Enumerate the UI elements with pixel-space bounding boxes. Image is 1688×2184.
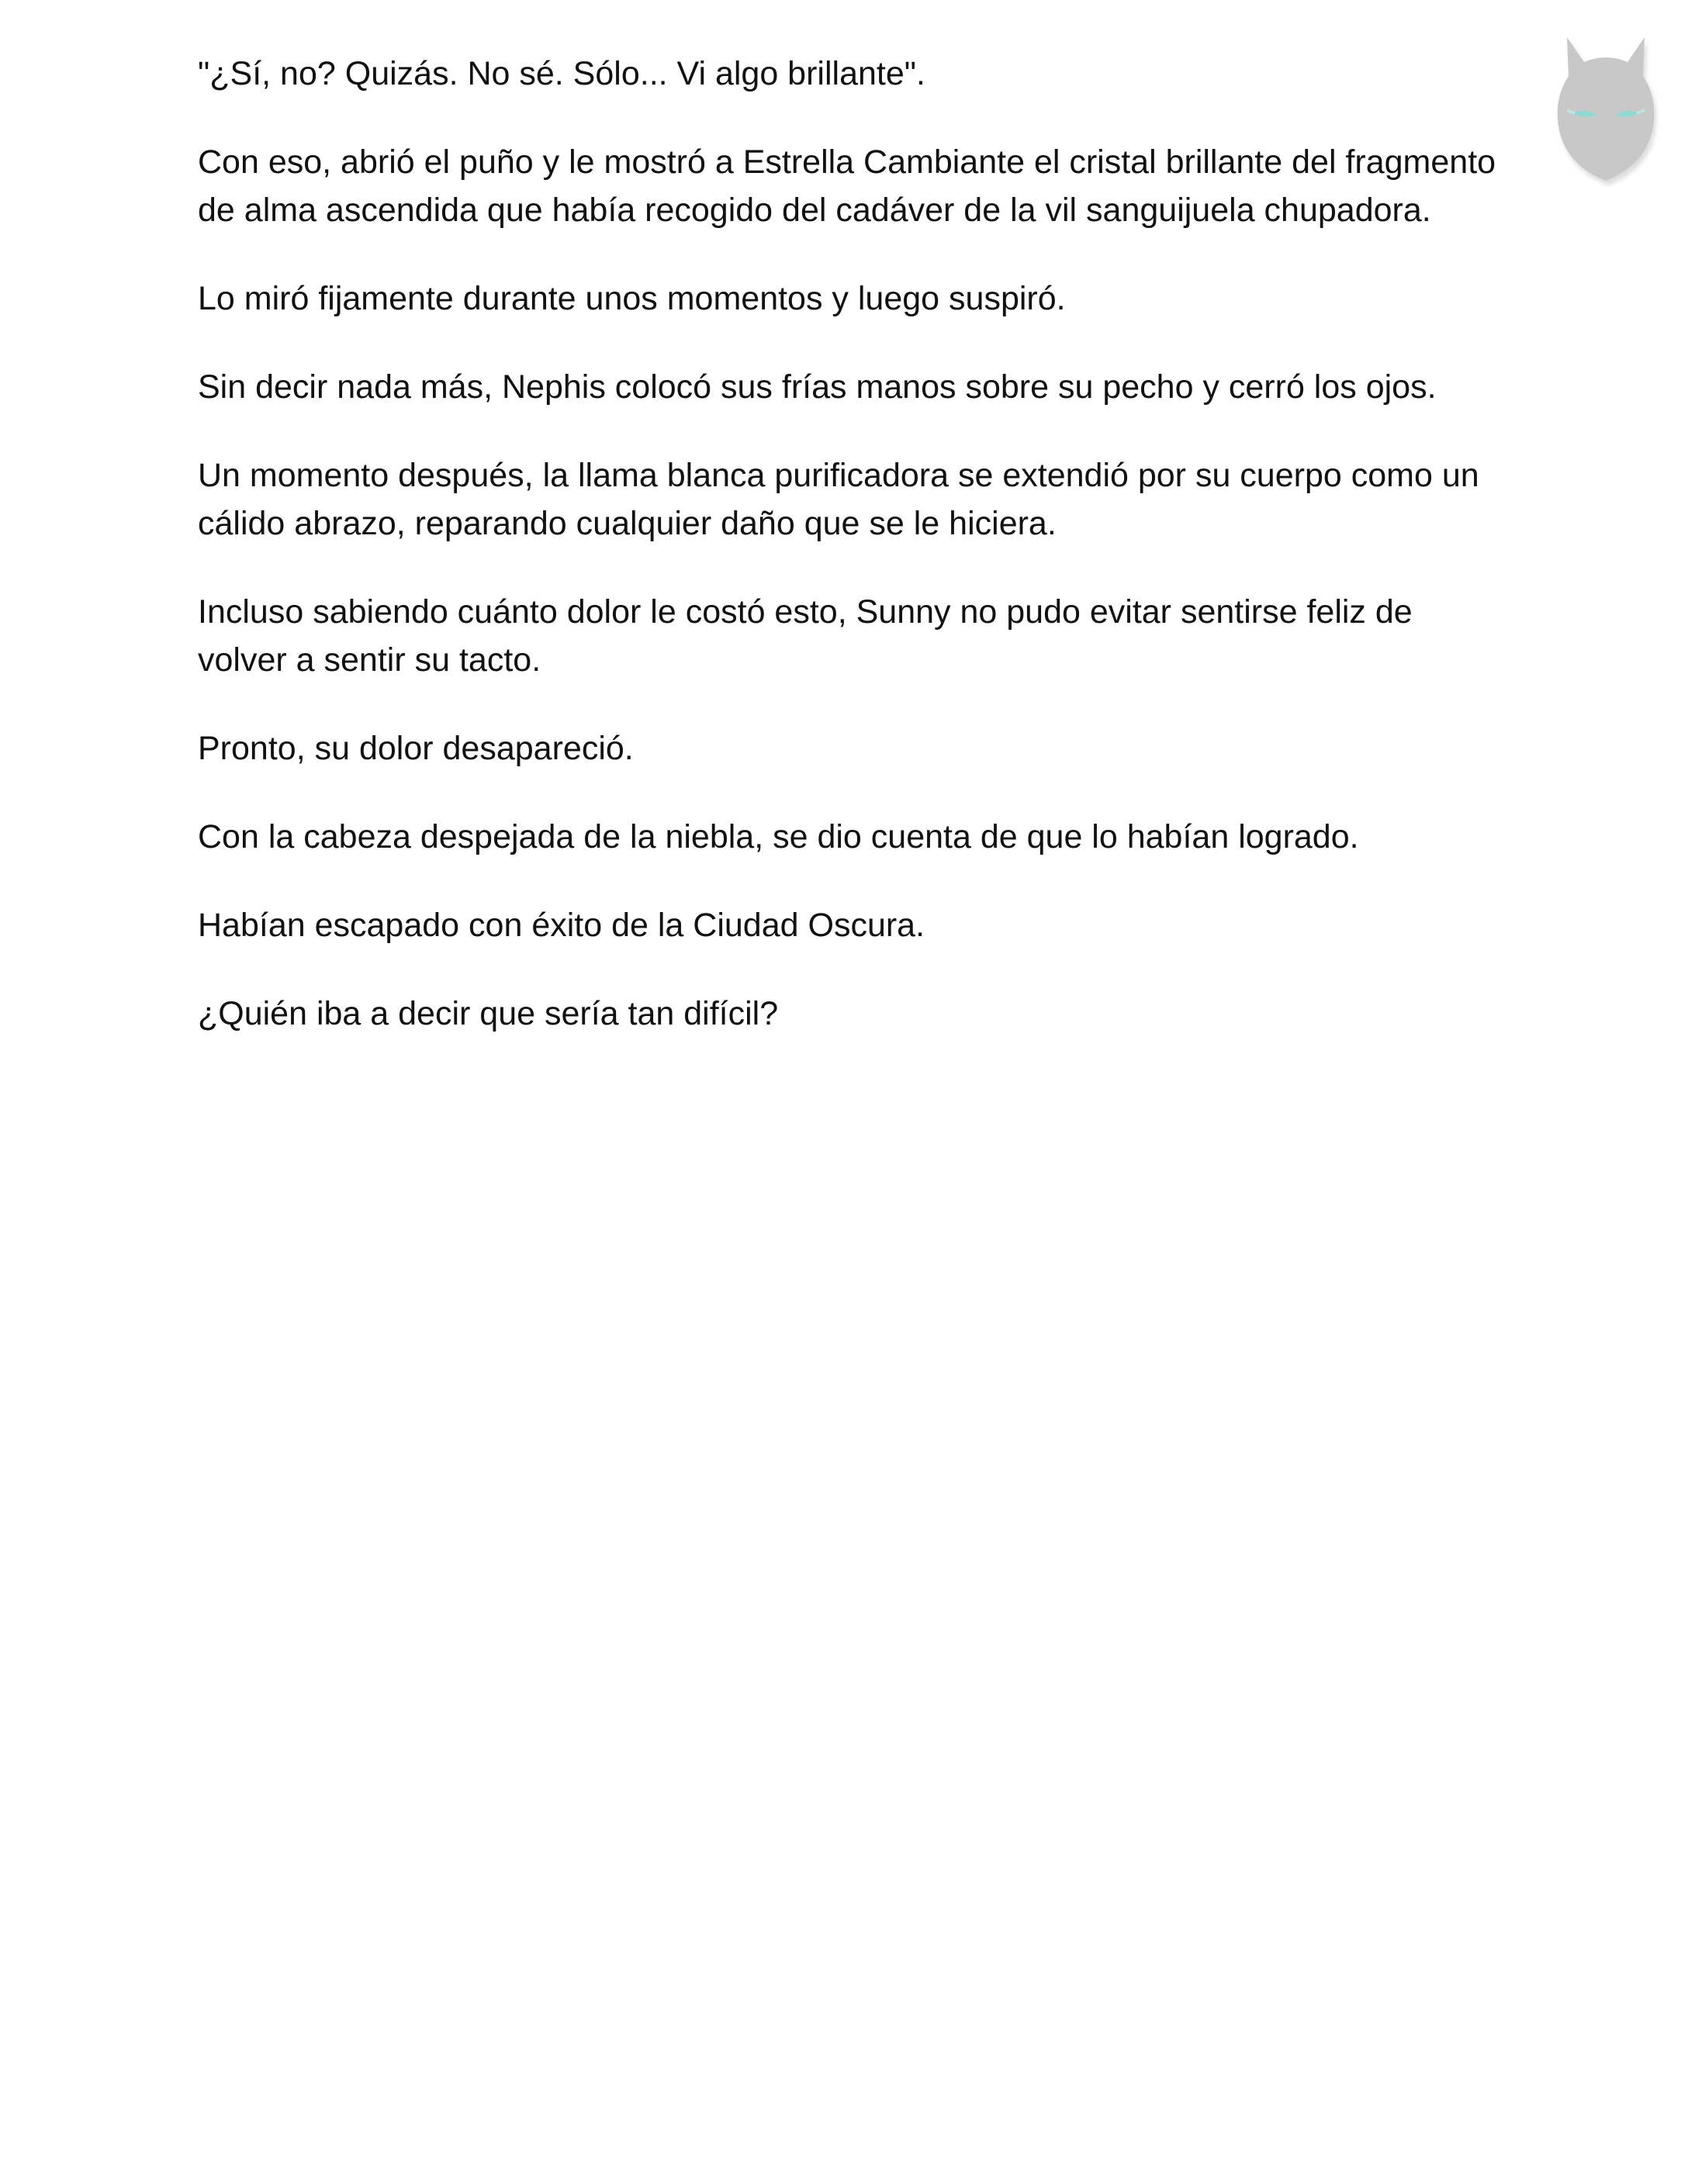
paragraph: Sin decir nada más, Nephis colocó sus frías manos sobre su pecho y cerró los ojos. <box>198 368 1437 406</box>
paragraph: Pronto, su dolor desapareció. <box>198 730 634 767</box>
paragraph: Con eso, abrió el puño y le mostró a Estrella Cambiante el cristal brillante del fragmento de alma ascendida que había recogido del cadáver de la vil sanguijuela chupadora. <box>198 143 1496 229</box>
paragraph: Lo miró fijamente durante unos momentos y luego suspiró. <box>198 280 1066 317</box>
paragraph: Con la cabeza despejada de la niebla, se dio cuenta de que lo habían logrado. <box>198 818 1359 855</box>
document-body <box>198 50 1501 1078</box>
paragraph: "¿Sí, no? Quizás. No sé. Sólo... Vi algo brillante". <box>198 55 925 92</box>
paragraph: ¿Quién iba a decir que sería tan difícil? <box>198 995 779 1032</box>
demon-head-icon <box>1536 14 1676 188</box>
paragraph: Habían escapado con éxito de la Ciudad Oscura. <box>198 907 925 944</box>
paragraph: Incluso sabiendo cuánto dolor le costó esto, Sunny no pudo evitar sentirse feliz de volver a sentir su tacto. <box>198 593 1413 679</box>
paragraph: Un momento después, la llama blanca purificadora se extendió por su cuerpo como un cálido abrazo, reparando cualquier daño que se le hiciera. <box>198 457 1479 542</box>
